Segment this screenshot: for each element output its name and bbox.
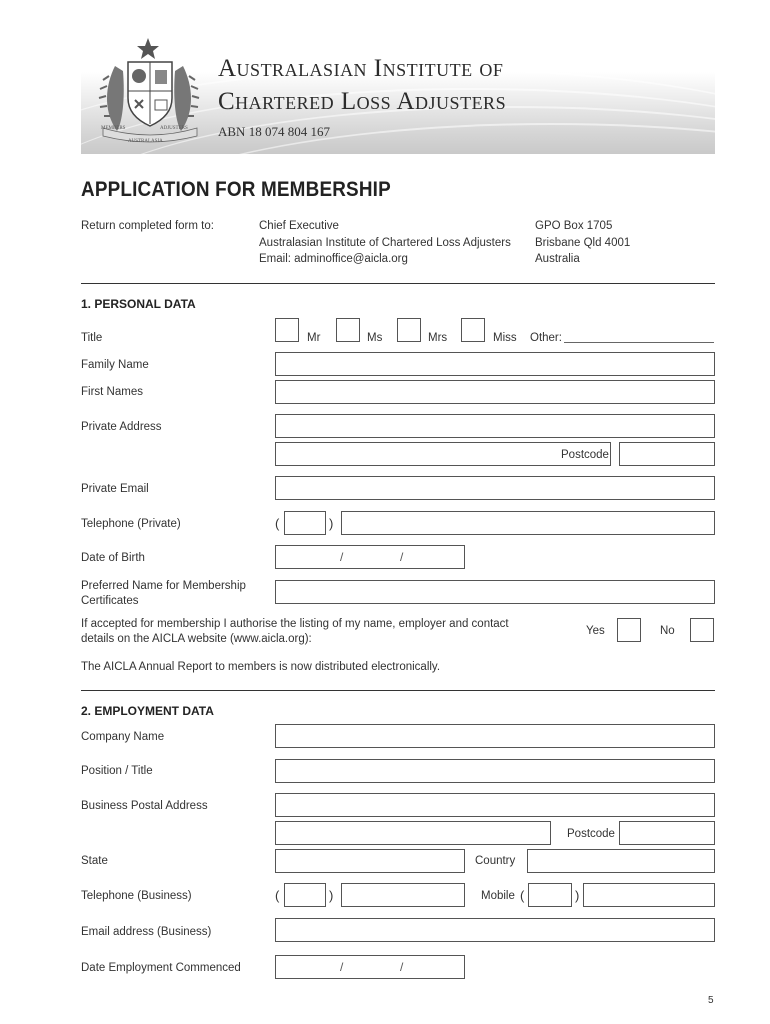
telephone-business-number[interactable] xyxy=(341,883,465,907)
first-names-label: First Names xyxy=(81,386,143,398)
private-postcode-field[interactable] xyxy=(619,442,715,466)
date-separator: / xyxy=(400,550,404,564)
date-of-birth-field[interactable] xyxy=(275,545,465,569)
business-email-field[interactable] xyxy=(275,918,715,942)
telephone-private-label: Telephone (Private) xyxy=(81,518,181,530)
private-postcode-label: Postcode xyxy=(561,449,609,461)
postal-line: Australia xyxy=(535,253,580,265)
institute-name-line1: Australasian Institute of xyxy=(218,55,504,82)
title-other-line[interactable] xyxy=(564,342,714,343)
institute-name-line2: Chartered Loss Adjusters xyxy=(218,88,507,115)
business-postcode-label: Postcode xyxy=(567,828,615,840)
postal-line: Brisbane Qld 4001 xyxy=(535,237,631,249)
mobile-close-paren: ) xyxy=(575,888,580,903)
date-separator: / xyxy=(340,960,344,974)
mobile-label: Mobile xyxy=(481,890,515,902)
state-field[interactable] xyxy=(275,849,465,873)
country-label: Country xyxy=(475,855,516,867)
return-label: Return completed form to: xyxy=(81,220,214,232)
area-code-close-paren: ) xyxy=(329,516,334,531)
employment-data-heading: 2. EMPLOYMENT DATA xyxy=(81,704,214,718)
business-postcode-field[interactable] xyxy=(619,821,715,845)
company-name-label: Company Name xyxy=(81,731,165,743)
crest-motto-right: ADJUSTERS xyxy=(160,126,188,131)
first-names-field[interactable] xyxy=(275,380,715,404)
preferred-name-field[interactable] xyxy=(275,580,715,604)
recipient-line: Australasian Institute of Chartered Loss Adjusters xyxy=(259,237,511,249)
date-of-birth-label: Date of Birth xyxy=(81,552,145,564)
title-label: Title xyxy=(81,332,103,344)
section-divider xyxy=(81,283,715,284)
telephone-private-area-code[interactable] xyxy=(284,511,326,535)
recipient-email[interactable]: Email: adminoffice@aicla.org xyxy=(259,253,408,265)
mobile-prefix-field[interactable] xyxy=(528,883,572,907)
business-email-label: Email address (Business) xyxy=(81,926,212,938)
abn-number: ABN 18 074 804 167 xyxy=(218,124,330,139)
consent-no-label: No xyxy=(660,625,675,637)
title-other-label: Other: xyxy=(530,332,562,344)
area-code-close-paren: ) xyxy=(329,888,334,903)
mobile-number-field[interactable] xyxy=(583,883,715,907)
date-separator: / xyxy=(400,960,404,974)
company-name-field[interactable] xyxy=(275,724,715,748)
area-code-open-paren: ( xyxy=(275,516,280,531)
position-title-field[interactable] xyxy=(275,759,715,783)
personal-data-heading: 1. PERSONAL DATA xyxy=(81,297,196,311)
form-title: APPLICATION FOR MEMBERSHIP xyxy=(81,178,391,201)
private-email-field[interactable] xyxy=(275,476,715,500)
country-field[interactable] xyxy=(527,849,715,873)
business-postal-address-field[interactable] xyxy=(275,793,715,817)
title-ms-checkbox[interactable] xyxy=(336,318,360,342)
postal-line: GPO Box 1705 xyxy=(535,220,613,232)
section-divider xyxy=(81,690,715,691)
business-postal-address-label: Business Postal Address xyxy=(81,800,208,812)
date-employment-commenced-label: Date Employment Commenced xyxy=(81,962,241,974)
family-name-label: Family Name xyxy=(81,359,149,371)
aicla-crest-logo xyxy=(95,36,205,148)
date-separator: / xyxy=(340,550,344,564)
crest-motto-left: MEMBERS xyxy=(101,126,126,131)
mobile-open-paren: ( xyxy=(520,888,525,903)
title-option-mr: Mr xyxy=(307,332,321,344)
consent-no-checkbox[interactable] xyxy=(690,618,714,642)
telephone-business-area-code[interactable] xyxy=(284,883,326,907)
area-code-open-paren: ( xyxy=(275,888,280,903)
private-address-field[interactable] xyxy=(275,414,715,438)
preferred-name-label-line2: Certificates xyxy=(81,595,139,607)
telephone-private-number[interactable] xyxy=(341,511,715,535)
title-option-ms: Ms xyxy=(367,332,383,344)
date-employment-commenced-field[interactable] xyxy=(275,955,465,979)
consent-yes-label: Yes xyxy=(586,625,605,637)
private-address-label: Private Address xyxy=(81,421,162,433)
position-title-label: Position / Title xyxy=(81,765,153,777)
business-address-line2-field[interactable] xyxy=(275,821,551,845)
page-number: 5 xyxy=(708,995,714,1006)
title-option-mrs: Mrs xyxy=(428,332,448,344)
preferred-name-label: Preferred Name for Membership xyxy=(81,580,246,592)
private-email-label: Private Email xyxy=(81,483,149,495)
telephone-business-label: Telephone (Business) xyxy=(81,890,192,902)
family-name-field[interactable] xyxy=(275,352,715,376)
title-mrs-checkbox[interactable] xyxy=(397,318,421,342)
annual-report-note: The AICLA Annual Report to members is now distributed electronically. xyxy=(81,661,441,673)
title-miss-checkbox[interactable] xyxy=(461,318,485,342)
website-consent-text: If accepted for membership I authorise the listing of my name, employer and contact xyxy=(81,618,509,630)
title-option-miss: Miss xyxy=(493,332,517,344)
recipient-line: Chief Executive xyxy=(259,220,339,232)
consent-yes-checkbox[interactable] xyxy=(617,618,641,642)
website-consent-text-line2: details on the AICLA website (www.aicla.org): xyxy=(81,633,312,645)
state-label: State xyxy=(81,855,108,867)
title-mr-checkbox[interactable] xyxy=(275,318,299,342)
crest-caption: AUSTRALASIA xyxy=(128,139,163,144)
